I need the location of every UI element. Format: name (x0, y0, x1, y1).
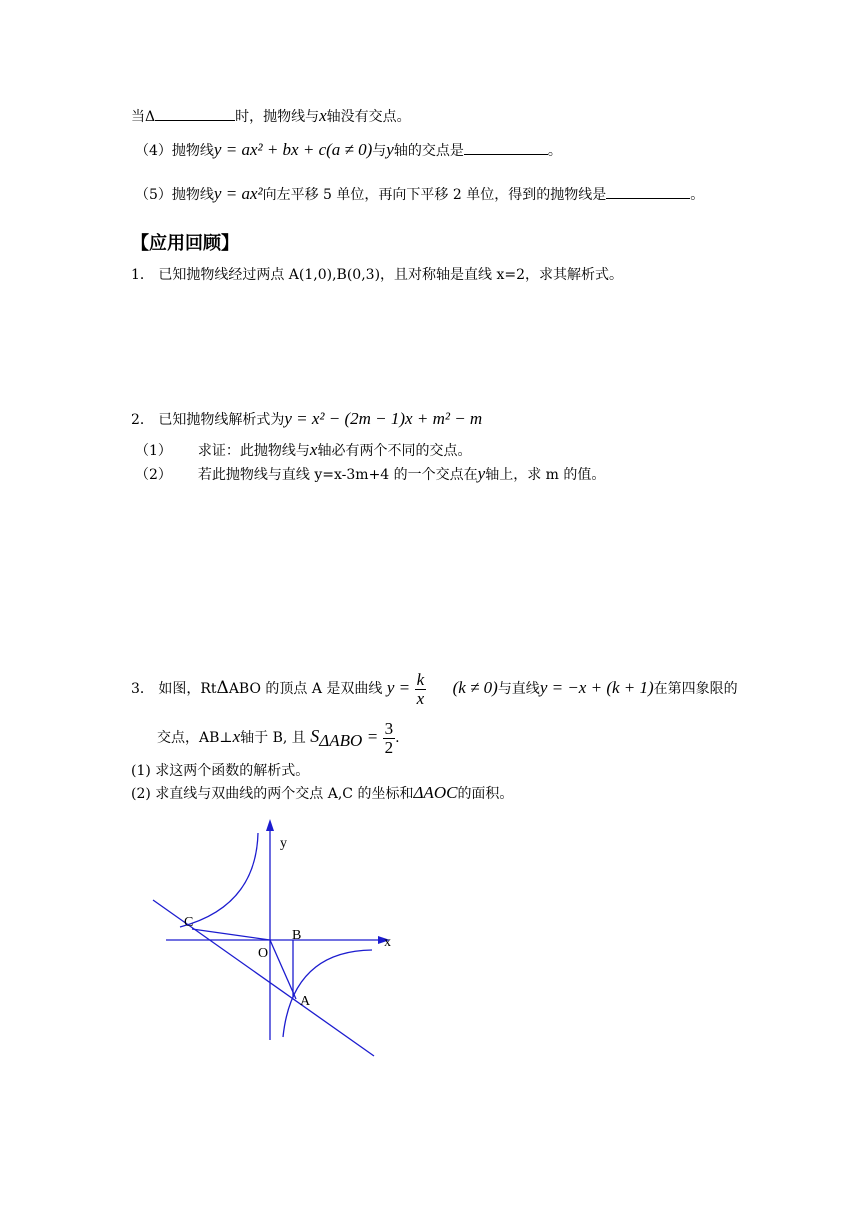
text: ABO 的顶点 A 是双曲线 (228, 681, 383, 697)
label-a: A (300, 994, 311, 1009)
y-variable: y (477, 464, 486, 483)
text: 轴必有两个不同的交点。 (317, 443, 472, 459)
text: (2) 求直线与双曲线的两个交点 A,C 的坐标和 (131, 786, 414, 802)
x-variable: x (232, 727, 241, 746)
question-label: 3． 如图，Rt (131, 681, 217, 697)
triangle-aoc: ΔAOC (413, 783, 458, 802)
part-number: （1） (135, 443, 172, 459)
question-2-part-2 (135, 464, 605, 485)
text: 时，抛物线与 (235, 109, 320, 125)
parabola-equation: y = ax² + bx + c(a ≠ 0) (213, 140, 373, 159)
question-3-part-2 (131, 783, 513, 804)
part-number: （2） (135, 467, 172, 483)
fraction-denominator: 2 (384, 737, 394, 757)
hyperbola-branch-upper (180, 833, 258, 927)
section-title: 【应用回顾】 (131, 233, 239, 254)
text: 轴上，求 m 的值。 (485, 467, 606, 483)
fraction-numerator: k (416, 669, 425, 689)
question-label: 2． 已知抛物线解析式为 (131, 412, 285, 428)
text: . (395, 730, 400, 746)
text: 与直线 (497, 681, 540, 697)
text: 若此抛物线与直线 y=x-3m+4 的一个交点在 (197, 467, 478, 483)
delta-text: 当Δ (131, 109, 156, 125)
x-variable: x (319, 106, 327, 125)
x-variable: x (309, 440, 318, 459)
y-variable: y (386, 140, 394, 159)
area-symbol: S (310, 726, 320, 746)
segment-co (192, 929, 270, 940)
text: 轴没有交点。 (326, 109, 411, 125)
text: 。 (690, 187, 705, 203)
hyperbola-fraction (415, 671, 427, 708)
text: 轴的交点是 (393, 143, 464, 159)
question-3-line-2 (157, 718, 400, 759)
condition: (k ≠ 0) (452, 678, 498, 697)
text: 向左平移 5 单位，再向下平移 2 单位，得到的抛物线是 (262, 187, 607, 203)
delta-symbol: Δ (216, 678, 229, 698)
text: 。 (547, 143, 562, 159)
label-b: B (292, 928, 302, 943)
label-c: C (184, 915, 194, 930)
parabola-equation: y = x² − (2m − 1)x + m² − m (284, 409, 483, 428)
coordinate-figure (140, 815, 400, 1065)
text: 交点，AB⊥ (157, 730, 233, 746)
y-axis-arrow (266, 819, 274, 831)
answer-blank (606, 184, 690, 199)
condition-line (131, 106, 411, 127)
text: 在第四象限的 (653, 681, 738, 697)
answer-blank (155, 106, 235, 121)
segment-oa (270, 940, 296, 999)
equals-sign: = (366, 727, 379, 746)
text: 轴于 B, 且 (240, 730, 306, 746)
text: 的面积。 (457, 786, 514, 802)
area-subscript: ΔABO (319, 730, 363, 750)
answer-blank (464, 140, 548, 155)
fraction-denominator: x (416, 688, 425, 708)
question-3-part-1: (1) 求这两个函数的解析式。 (131, 763, 310, 779)
item-4 (135, 140, 562, 161)
text: 求证：此抛物线与 (197, 443, 310, 459)
question-2 (131, 409, 482, 430)
question-1: 1． 已知抛物线经过两点 A(1,0),B(0,3)，且对称轴是直线 x=2，求其解析式。 (131, 267, 624, 283)
line-equation: y = −x + (k + 1) (539, 678, 654, 697)
hyperbola-lhs: y = (386, 678, 411, 697)
parabola-equation: y = ax² (213, 184, 263, 203)
item-label: （5）抛物线 (135, 187, 214, 203)
fraction-numerator: 3 (384, 718, 394, 738)
label-o: O (258, 946, 269, 961)
question-2-part-1 (135, 440, 471, 461)
label-x: x (384, 935, 391, 950)
label-y: y (280, 836, 287, 851)
item-5 (135, 184, 704, 205)
question-3 (131, 668, 738, 709)
item-label: （4）抛物线 (135, 143, 214, 159)
area-fraction (383, 720, 396, 757)
text: 与 (372, 143, 387, 159)
